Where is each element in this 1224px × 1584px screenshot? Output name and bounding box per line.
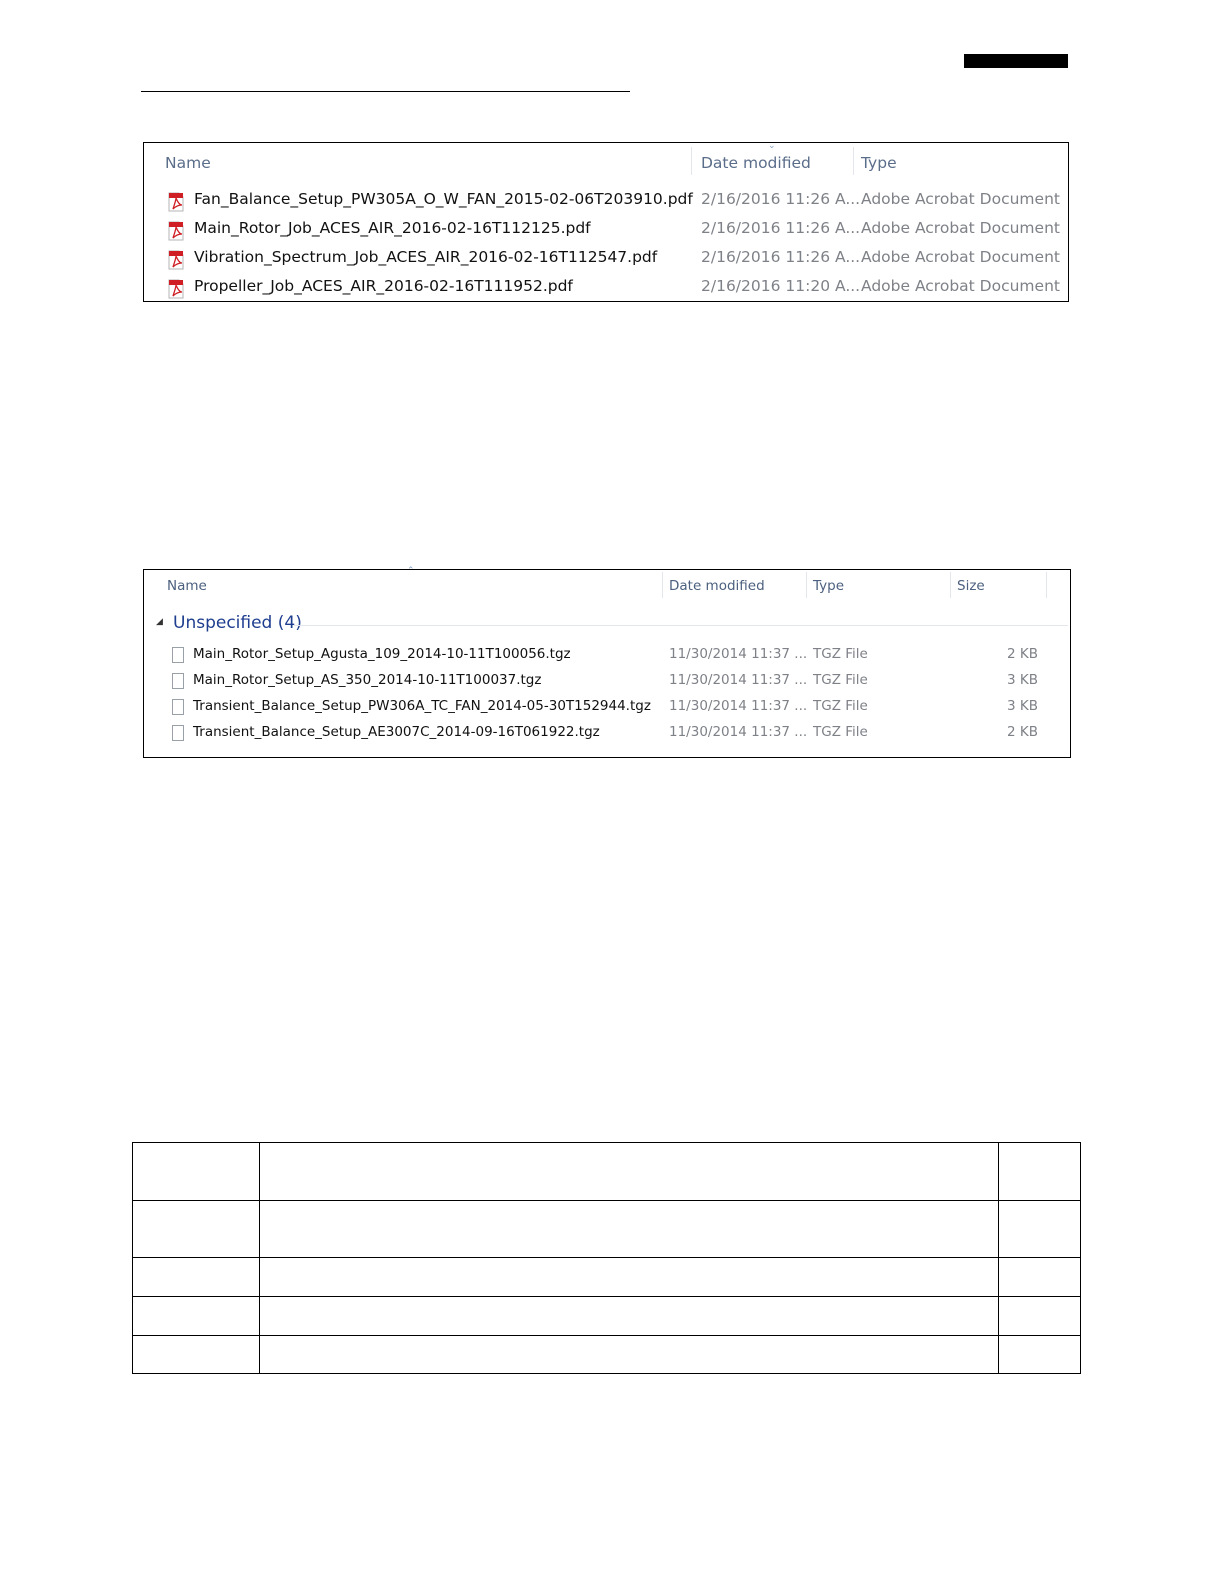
table-cell	[999, 1143, 1081, 1201]
file-type: Adobe Acrobat Document	[861, 190, 1060, 208]
pdf-file-icon	[167, 279, 185, 299]
file-date: 2/16/2016 11:26 A...	[701, 248, 861, 266]
file-type: TGZ File	[813, 672, 868, 688]
file-date: 11/30/2014 11:37 ...	[669, 698, 808, 714]
header-rule	[141, 91, 630, 92]
column-divider	[1046, 572, 1047, 598]
pdf-file-icon	[167, 192, 185, 212]
column-divider	[853, 147, 854, 175]
file-size: 3 KB	[1007, 672, 1038, 688]
pdf-file-icon	[167, 250, 185, 270]
file-icon	[172, 725, 184, 741]
table-cell	[260, 1336, 999, 1374]
file-date: 2/16/2016 11:20 A...	[701, 277, 861, 295]
file-name: Fan_Balance_Setup_PW305A_O_W_FAN_2015-02-06T203910.pdf	[194, 190, 693, 208]
file-icon	[172, 647, 184, 663]
file-name: Main_Rotor_Job_ACES_AIR_2016-02-16T112125.pdf	[194, 219, 591, 237]
group-separator	[294, 625, 1068, 626]
file-size: 2 KB	[1007, 646, 1038, 662]
file-type: TGZ File	[813, 646, 868, 662]
table-row	[133, 1258, 1081, 1297]
file-name: Transient_Balance_Setup_PW306A_TC_FAN_2014-05-30T152944.tgz	[193, 698, 651, 714]
file-row[interactable]	[144, 274, 1068, 303]
table-cell	[260, 1143, 999, 1201]
file-name: Main_Rotor_Setup_AS_350_2014-10-11T100037.tgz	[193, 672, 542, 688]
table-cell	[133, 1258, 260, 1297]
column-divider	[662, 572, 663, 598]
column-header-date-modified[interactable]: Date modified	[701, 154, 811, 172]
file-type: Adobe Acrobat Document	[861, 277, 1060, 295]
table-cell	[999, 1258, 1081, 1297]
sort-indicator-icon: ⌃	[407, 566, 415, 576]
file-icon	[172, 673, 184, 689]
file-type: TGZ File	[813, 724, 868, 740]
group-label: Unspecified (4)	[173, 613, 302, 633]
table-row	[133, 1201, 1081, 1258]
column-divider	[691, 147, 692, 175]
sort-indicator-icon: ⌄	[768, 141, 776, 151]
table-cell	[133, 1143, 260, 1201]
table-cell	[133, 1201, 260, 1258]
file-date: 11/30/2014 11:37 ...	[669, 646, 808, 662]
table-cell	[260, 1258, 999, 1297]
column-divider	[806, 572, 807, 598]
file-date: 11/30/2014 11:37 ...	[669, 672, 808, 688]
column-header-size[interactable]: Size	[957, 578, 985, 594]
column-header-date-modified[interactable]: Date modified	[669, 578, 765, 594]
file-row[interactable]	[144, 187, 1068, 216]
column-header-name[interactable]: Name	[165, 154, 211, 172]
table-row	[133, 1336, 1081, 1374]
table-cell	[999, 1336, 1081, 1374]
pdf-file-icon	[167, 221, 185, 241]
table-cell	[133, 1336, 260, 1374]
file-name: Vibration_Spectrum_Job_ACES_AIR_2016-02-16T112547.pdf	[194, 248, 658, 266]
file-name: Propeller_Job_ACES_AIR_2016-02-16T111952.pdf	[194, 277, 573, 295]
file-row[interactable]	[144, 245, 1068, 274]
table-cell	[260, 1201, 999, 1258]
file-type: Adobe Acrobat Document	[861, 219, 1060, 237]
file-row[interactable]	[144, 216, 1068, 245]
file-row[interactable]	[144, 695, 1070, 721]
table-cell	[999, 1201, 1081, 1258]
table-row	[133, 1143, 1081, 1201]
file-type: TGZ File	[813, 698, 868, 714]
file-size: 3 KB	[1007, 698, 1038, 714]
file-row[interactable]	[144, 721, 1070, 747]
file-row[interactable]	[144, 669, 1070, 695]
file-date: 11/30/2014 11:37 ...	[669, 724, 808, 740]
file-explorer-tgz-list	[143, 566, 1071, 758]
file-date: 2/16/2016 11:26 A...	[701, 219, 861, 237]
table-cell	[260, 1297, 999, 1336]
file-name: Transient_Balance_Setup_AE3007C_2014-09-16T061922.tgz	[193, 724, 600, 740]
file-explorer-pdf-list	[143, 142, 1069, 302]
table-row	[133, 1297, 1081, 1336]
file-row[interactable]	[144, 643, 1070, 669]
collapse-triangle-icon[interactable]: ◢	[156, 617, 163, 627]
table-cell	[133, 1297, 260, 1336]
column-header-name[interactable]: Name	[167, 578, 207, 594]
table-cell	[999, 1297, 1081, 1336]
column-divider	[950, 572, 951, 598]
file-icon	[172, 699, 184, 715]
file-name: Main_Rotor_Setup_Agusta_109_2014-10-11T100056.tgz	[193, 646, 571, 662]
empty-table	[132, 1142, 1081, 1374]
redaction-bar	[964, 54, 1068, 68]
file-type: Adobe Acrobat Document	[861, 248, 1060, 266]
column-header-type[interactable]: Type	[813, 578, 845, 594]
file-date: 2/16/2016 11:26 A...	[701, 190, 861, 208]
file-size: 2 KB	[1007, 724, 1038, 740]
column-header-type[interactable]: Type	[861, 154, 897, 172]
